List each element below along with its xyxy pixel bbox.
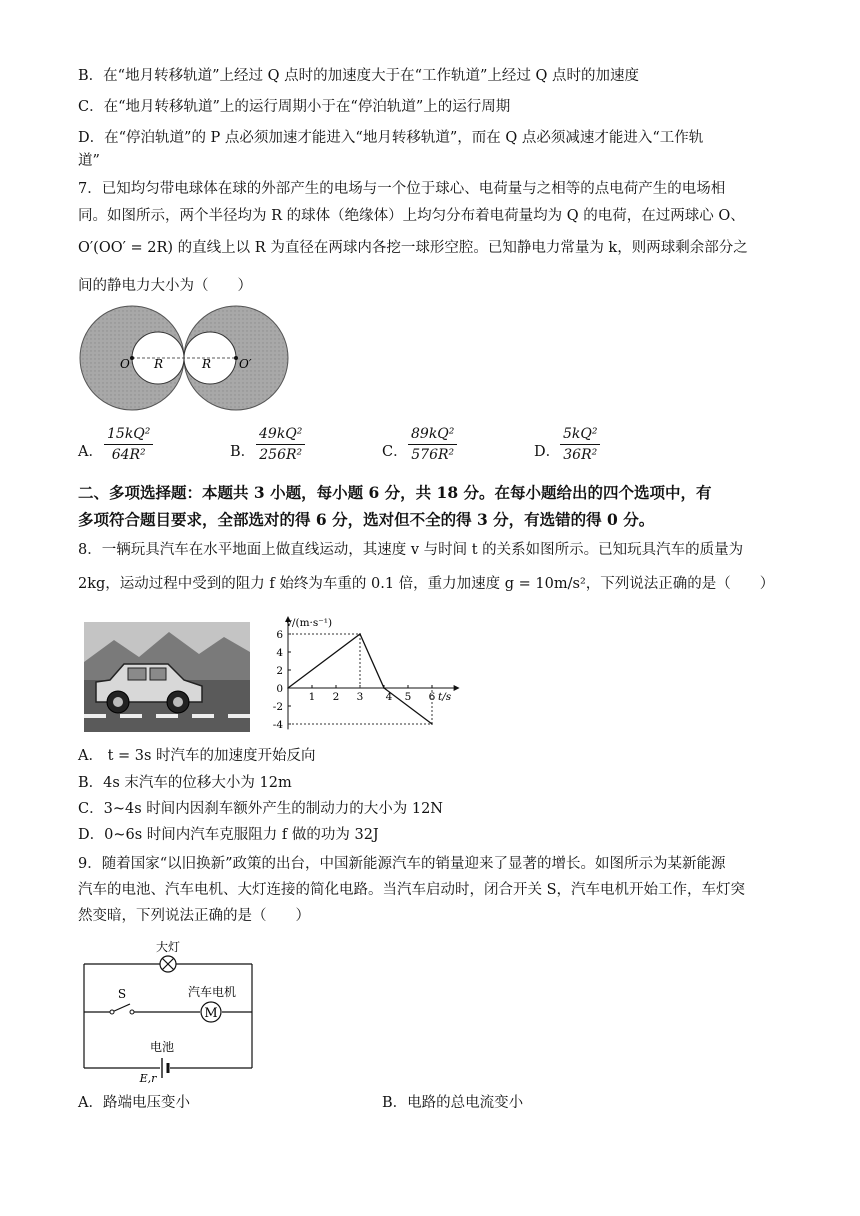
q7-option-label: D． xyxy=(534,444,561,460)
label-o-prime: O′ xyxy=(239,357,252,371)
q8-option-b: B．4s 末汽车的位移大小为 12m xyxy=(78,775,292,791)
velocity-time-chart xyxy=(262,612,472,740)
q7-option-label: A． xyxy=(78,444,103,460)
y-tick-label: -4 xyxy=(272,719,283,731)
two-spheres-figure xyxy=(78,302,290,414)
q7-option-fraction xyxy=(408,426,457,463)
y-tick-label: 0 xyxy=(276,683,283,695)
y-tick-label: 4 xyxy=(276,647,283,659)
fraction-denominator: 256R² xyxy=(259,447,303,463)
fraction-numerator: 15kQ² xyxy=(104,426,153,445)
section2-heading-2: 多项符合题目要求，全部选对的得 6 分，选对但不全的得 3 分，有选错的得 0 分。 xyxy=(78,510,655,529)
fraction-denominator: 576R² xyxy=(411,447,455,463)
fraction-numerator: 49kQ² xyxy=(256,426,305,445)
q7-option-label: C． xyxy=(382,444,408,460)
q9-stem-3: 然变暗，下列说法正确的是（ ） xyxy=(78,908,310,924)
battery-symbol xyxy=(162,1058,168,1078)
q7-stem-4: 间的静电力大小为（ ） xyxy=(78,278,252,294)
q7-option-label: B． xyxy=(230,444,256,460)
q7-option-fraction xyxy=(256,426,305,463)
velocity-point xyxy=(431,723,433,725)
q8-option-d: D．0~6s 时间内汽车克服阻力 f 做的功为 32J xyxy=(78,827,379,843)
battery-params: E,r xyxy=(139,1072,157,1084)
fraction-denominator: 36R² xyxy=(563,447,598,463)
q6-option-b: B．在“地月转移轨道”上经过 Q 点时的加速度大于在“工作轨道”上经过 Q 点时的加速度 xyxy=(78,68,640,84)
lamp-symbol xyxy=(160,956,176,972)
x-tick-label: 1 xyxy=(308,691,316,703)
q7-stem-2: 同。如图所示，两个半径均为 R 的球体（绝缘体）上均匀分布着电荷量均为 Q 的电荷，在过两球心 O、 xyxy=(78,208,745,224)
motor-label: 汽车电机 xyxy=(187,985,237,999)
q8-option-a: A． t = 3s 时汽车的加速度开始反向 xyxy=(78,748,316,764)
q9-stem-2: 汽车的电池、汽车电机、大灯连接的简化电路。当汽车启动时，闭合开关 S，汽车电机开始工作，车灯突 xyxy=(78,882,746,898)
label-o: O xyxy=(120,357,130,371)
x-tick-label: 2 xyxy=(332,691,340,703)
velocity-point xyxy=(359,633,361,635)
fraction-denominator: 64R² xyxy=(111,447,146,463)
motor-symbol-letter: M xyxy=(204,1006,218,1021)
fraction-numerator: 5kQ² xyxy=(560,426,600,445)
q6-option-c: C．在“地月转移轨道”上的运行周期小于在“停泊轨道”上的运行周期 xyxy=(78,99,511,115)
x-tick-label: 5 xyxy=(404,691,412,703)
velocity-point xyxy=(383,687,385,689)
q7-stem-3: O′(OO′ = 2R) 的直线上以 R 为直径在两球内各挖一球形空腔。已知静电力常量为 k，则两球剩余部分之 xyxy=(78,240,748,256)
motor-symbol xyxy=(201,1002,221,1022)
y-axis-label: v/(m·s⁻¹) xyxy=(286,617,333,629)
x-axis-arrow xyxy=(454,685,460,691)
x-axis-label: t/s xyxy=(438,691,452,703)
q8-option-c: C．3~4s 时间内因刹车额外产生的制动力的大小为 12N xyxy=(78,801,443,817)
velocity-point xyxy=(287,687,289,689)
q7-stem-1: 7．已知均匀带电球体在球的外部产生的电场与一个位于球心、电荷量与之相等的点电荷产生的电场相 xyxy=(78,181,726,197)
x-tick-label: 4 xyxy=(385,691,393,703)
switch-label: S xyxy=(117,987,127,1001)
lamp-label: 大灯 xyxy=(155,940,181,954)
q8-stem-2: 2kg，运动过程中受到的阻力 f 始终为车重的 0.1 倍，重力加速度 g = 10m/s²，下列说法正确的是（ ） xyxy=(78,576,775,592)
q8-stem-1: 8．一辆玩具汽车在水平地面上做直线运动，其速度 v 与时间 t 的关系如图所示。已知玩具汽车的质量为 xyxy=(78,542,744,558)
label-r-left: R xyxy=(154,357,164,371)
x-tick-label: 3 xyxy=(356,691,364,703)
toy-car-illustration xyxy=(84,622,250,732)
q6-option-d: D．在“停泊轨道”的 P 点必须加速才能进入“地月转移轨道”，而在 Q 点必须减速才能进入“工作轨 xyxy=(78,130,704,146)
q9-option-a: A．路端电压变小 xyxy=(78,1095,190,1111)
q9-stem-1: 9．随着国家“以旧换新”政策的出台，中国新能源汽车的销量迎来了显著的增长。如图所示为某新能源 xyxy=(78,856,726,872)
label-r-right: R xyxy=(202,357,212,371)
fraction-numerator: 89kQ² xyxy=(408,426,457,445)
q7-option-fraction xyxy=(104,426,153,463)
y-tick-label: 2 xyxy=(276,665,283,677)
circuit-diagram xyxy=(76,938,276,1084)
y-tick-label: 6 xyxy=(276,629,283,641)
x-tick-label: 6 xyxy=(428,691,436,703)
q9-option-b: B．电路的总电流变小 xyxy=(382,1095,524,1111)
q6-option-d-cont: 道” xyxy=(78,153,100,169)
y-tick-label: -2 xyxy=(272,701,283,713)
section2-heading-1: 二、多项选择题：本题共 3 小题，每小题 6 分，共 18 分。在每小题给出的四个选项中，有 xyxy=(78,483,712,502)
q7-option-fraction xyxy=(560,426,600,463)
battery-label: 电池 xyxy=(149,1040,175,1054)
